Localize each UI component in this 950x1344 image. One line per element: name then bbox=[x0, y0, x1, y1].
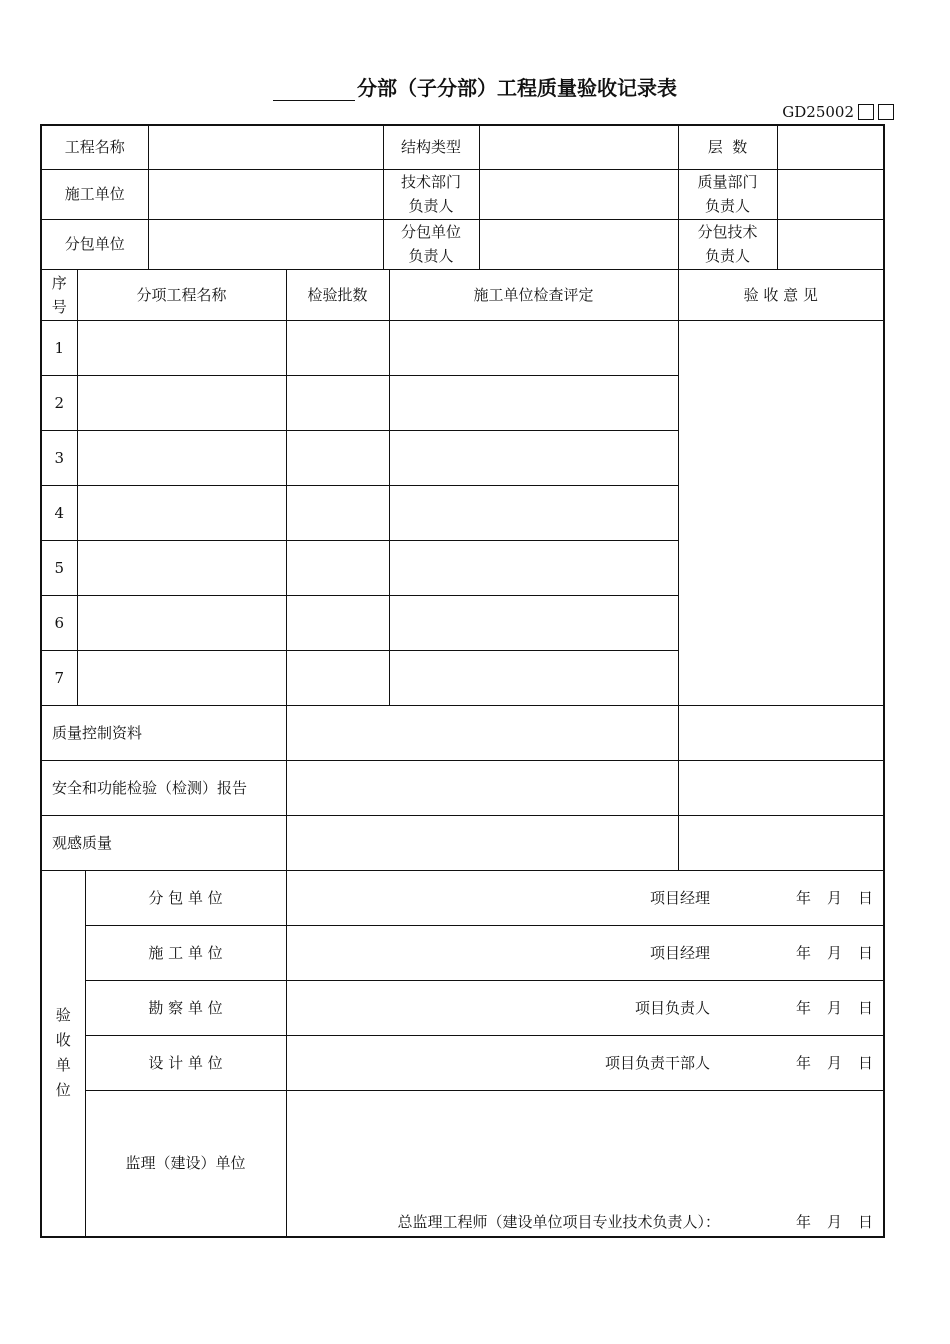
design-unit-signature[interactable] bbox=[286, 1035, 884, 1090]
row-item-name[interactable] bbox=[77, 375, 286, 430]
sub-tech-label: 分包技术 负责人 bbox=[678, 219, 777, 269]
row-seq: 2 bbox=[41, 375, 77, 430]
row-contractor-eval[interactable] bbox=[389, 485, 678, 540]
sub-unit-name: 分 包 单 位 bbox=[85, 870, 286, 925]
form-code: GD25002 bbox=[782, 103, 894, 121]
acceptance-record-table bbox=[40, 124, 885, 1238]
structure-type-label: 结构类型 bbox=[383, 125, 479, 169]
acceptance-opinion-field[interactable] bbox=[678, 320, 884, 705]
division-name-blank[interactable] bbox=[273, 80, 355, 101]
seq-header: 序 号 bbox=[41, 269, 77, 320]
row-contractor-eval[interactable] bbox=[389, 595, 678, 650]
signature-role: 项目经理 bbox=[649, 943, 710, 962]
quality-control-label: 质量控制资料 bbox=[41, 705, 286, 760]
tech-dept-label: 技术部门 负责人 bbox=[383, 169, 479, 219]
item-name-header: 分项工程名称 bbox=[77, 269, 286, 320]
contractor-unit-signature[interactable] bbox=[286, 925, 884, 980]
project-name-label: 工程名称 bbox=[41, 125, 148, 169]
floors-field[interactable] bbox=[777, 125, 884, 169]
safety-report-label: 安全和功能检验（检测）报告 bbox=[41, 760, 286, 815]
sub-unit-field[interactable] bbox=[479, 219, 678, 269]
signature-role: 项目负责人 bbox=[634, 998, 710, 1017]
row-contractor-eval[interactable] bbox=[389, 540, 678, 595]
row-batch-count[interactable] bbox=[286, 485, 389, 540]
row-seq: 6 bbox=[41, 595, 77, 650]
row-batch-count[interactable] bbox=[286, 375, 389, 430]
acceptance-opinion-header: 验 收 意 见 bbox=[678, 269, 884, 320]
signature-role: 项目经理 bbox=[649, 888, 710, 907]
row-contractor-eval[interactable] bbox=[389, 430, 678, 485]
safety-report-opinion[interactable] bbox=[678, 760, 884, 815]
project-name-field[interactable] bbox=[148, 125, 383, 169]
contractor-eval-header: 施工单位检查评定 bbox=[389, 269, 678, 320]
row-item-name[interactable] bbox=[77, 485, 286, 540]
row-batch-count[interactable] bbox=[286, 320, 389, 375]
floors-label: 层 数 bbox=[678, 125, 777, 169]
survey-unit-signature[interactable] bbox=[286, 980, 884, 1035]
row-contractor-eval[interactable] bbox=[389, 375, 678, 430]
sub-unit-label: 分包单位 负责人 bbox=[383, 219, 479, 269]
row-seq: 3 bbox=[41, 430, 77, 485]
appearance-opinion[interactable] bbox=[678, 815, 884, 870]
row-contractor-eval[interactable] bbox=[389, 650, 678, 705]
row-item-name[interactable] bbox=[77, 595, 286, 650]
signature-date[interactable]: 年 月 日 bbox=[795, 1053, 874, 1072]
appearance-eval[interactable] bbox=[286, 815, 678, 870]
sub-tech-field[interactable] bbox=[777, 219, 884, 269]
code-box-2[interactable] bbox=[878, 104, 894, 120]
supervisor-unit-signature[interactable] bbox=[286, 1090, 884, 1237]
tech-dept-field[interactable] bbox=[479, 169, 678, 219]
row-seq: 5 bbox=[41, 540, 77, 595]
signature-date[interactable]: 年 月 日 bbox=[795, 998, 874, 1017]
row-seq: 7 bbox=[41, 650, 77, 705]
row-batch-count[interactable] bbox=[286, 430, 389, 485]
supervisor-role: 总监理工程师（建设单位项目专业技术负责人）： bbox=[397, 1212, 720, 1231]
row-item-name[interactable] bbox=[77, 540, 286, 595]
contractor-unit-name: 施 工 单 位 bbox=[85, 925, 286, 980]
quality-control-eval[interactable] bbox=[286, 705, 678, 760]
contractor-field[interactable] bbox=[148, 169, 383, 219]
row-batch-count[interactable] bbox=[286, 650, 389, 705]
quality-dept-label: 质量部门 负责人 bbox=[678, 169, 777, 219]
row-item-name[interactable] bbox=[77, 650, 286, 705]
row-seq: 1 bbox=[41, 320, 77, 375]
quality-control-opinion[interactable] bbox=[678, 705, 884, 760]
signature-role: 项目负责干部人 bbox=[604, 1053, 710, 1072]
sub-unit-signature[interactable] bbox=[286, 870, 884, 925]
batch-count-header: 检验批数 bbox=[286, 269, 389, 320]
supervisor-unit-name: 监理（建设）单位 bbox=[85, 1090, 286, 1237]
appearance-label: 观感质量 bbox=[41, 815, 286, 870]
row-item-name[interactable] bbox=[77, 320, 286, 375]
structure-type-field[interactable] bbox=[479, 125, 678, 169]
subcontractor-label: 分包单位 bbox=[41, 219, 148, 269]
row-seq: 4 bbox=[41, 485, 77, 540]
signature-date[interactable]: 年 月 日 bbox=[795, 888, 874, 907]
acceptance-units-label: 验 收 单 位 bbox=[41, 870, 85, 1237]
row-item-name[interactable] bbox=[77, 430, 286, 485]
survey-unit-name: 勘 察 单 位 bbox=[85, 980, 286, 1035]
row-contractor-eval[interactable] bbox=[389, 320, 678, 375]
subcontractor-field[interactable] bbox=[148, 219, 383, 269]
signature-date[interactable]: 年 月 日 bbox=[795, 1212, 874, 1231]
design-unit-name: 设 计 单 位 bbox=[85, 1035, 286, 1090]
safety-report-eval[interactable] bbox=[286, 760, 678, 815]
row-batch-count[interactable] bbox=[286, 595, 389, 650]
form-title: 分部（子分部）工程质量验收记录表 bbox=[0, 72, 950, 101]
contractor-label: 施工单位 bbox=[41, 169, 148, 219]
signature-date[interactable]: 年 月 日 bbox=[795, 943, 874, 962]
row-batch-count[interactable] bbox=[286, 540, 389, 595]
quality-dept-field[interactable] bbox=[777, 169, 884, 219]
code-box-1[interactable] bbox=[858, 104, 874, 120]
